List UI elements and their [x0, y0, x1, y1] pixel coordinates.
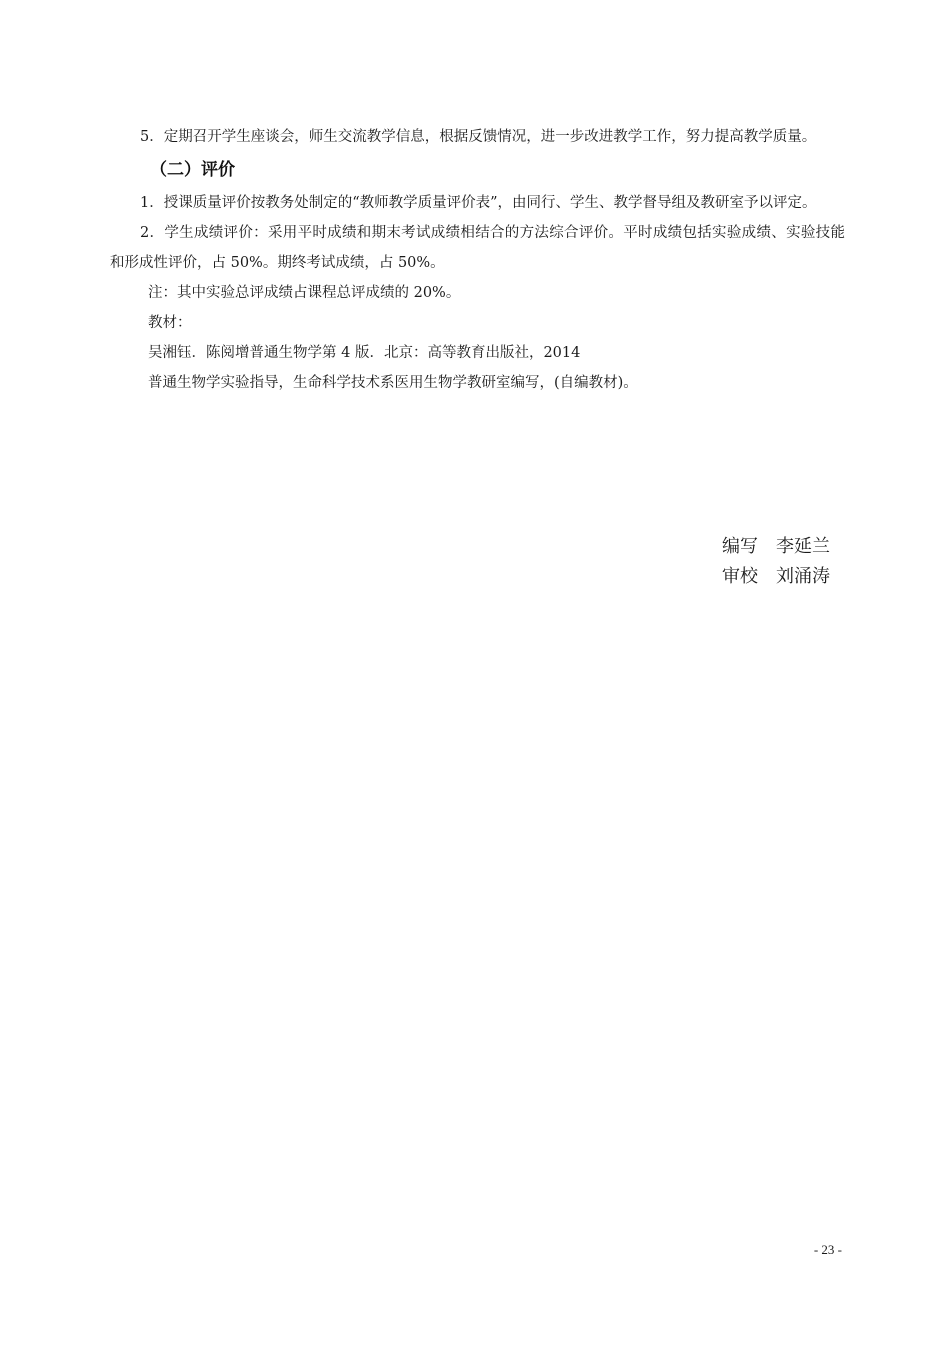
textbook-1: 吴湘钰．陈阅增普通生物学第 4 版．北京：高等教育出版社，2014	[148, 345, 581, 361]
signature-block	[722, 532, 830, 592]
paragraph-item-5: 5．定期召开学生座谈会，师生交流教学信息，根据反馈情况，进一步改进教学工作，努力提高教学质量。	[140, 129, 817, 145]
author-row	[722, 532, 830, 562]
paragraph-evaluation-2: 2．学生成绩评价：采用平时成绩和期末考试成绩相结合的方法综合评价。平时成绩包括实验成绩、实验技能和形成性评价，占 50%。期终考试成绩，占 50%。	[110, 225, 845, 271]
author-role: 编写	[722, 536, 758, 557]
note-line: 注：其中实验总评成绩占课程总评成绩的 20%。	[148, 285, 461, 301]
reviewer-row	[722, 562, 830, 592]
document-body	[110, 122, 845, 398]
paragraph-evaluation-1: 1．授课质量评价按教务处制定的“教师教学质量评价表”，由同行、学生、教学督导组及教研室予以评定。	[140, 195, 817, 211]
section-heading-evaluation: （二）评价	[150, 160, 235, 180]
author-name: 李延兰	[776, 536, 830, 557]
page-number: - 23 -	[813, 1242, 842, 1257]
reviewer-name: 刘涌涛	[776, 566, 830, 587]
reviewer-role: 审校	[722, 566, 758, 587]
textbook-2: 普通生物学实验指导，生命科学技术系医用生物学教研室编写，(自编教材)。	[148, 375, 638, 391]
textbook-label: 教材：	[148, 315, 192, 331]
